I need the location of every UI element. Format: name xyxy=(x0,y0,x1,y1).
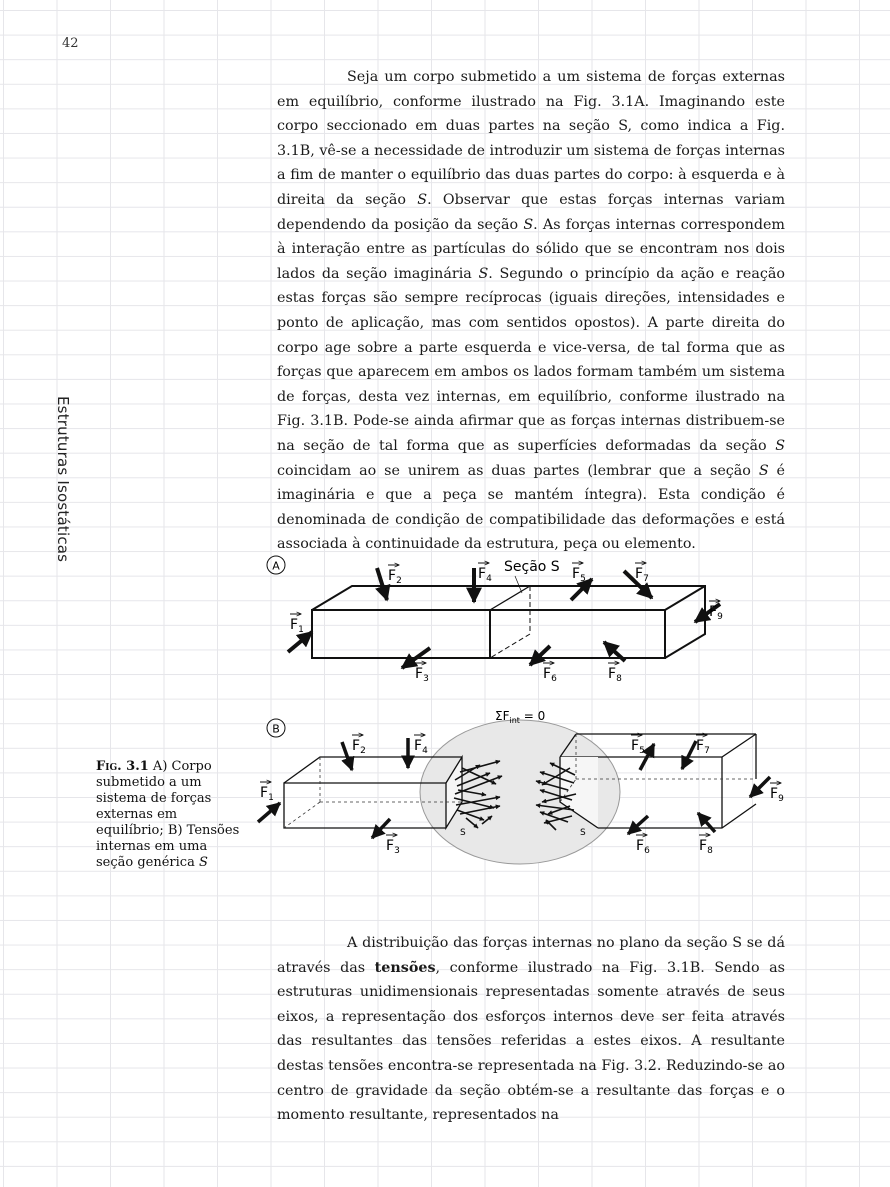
svg-text:F1: $F_1$ xyxy=(290,617,304,635)
section-s-left-label: S xyxy=(460,828,466,838)
svg-text:F6: $F_6$ xyxy=(636,838,650,856)
svg-text:F3: $F_3$ xyxy=(386,838,400,856)
svg-text:F7: $F_7$ xyxy=(635,566,649,584)
svg-text:F8: $F_8$ xyxy=(608,666,622,684)
label-f3 xyxy=(415,663,429,684)
svg-text:F1: $F_1$ xyxy=(260,785,274,803)
section-s-right-label: S xyxy=(580,828,586,838)
label-f8 xyxy=(608,663,622,684)
running-head: Estruturas Isostáticas xyxy=(54,396,72,563)
label-b-f9 xyxy=(770,783,784,804)
label-b-f8 xyxy=(699,835,713,856)
label-f5 xyxy=(572,563,586,584)
sum-forces-label: $\Sigma F_{int} = 0$ xyxy=(495,709,546,725)
forces-a xyxy=(288,568,720,668)
panel-a-label: A xyxy=(272,559,280,573)
label-b-f1 xyxy=(260,782,274,803)
section-s-hidden-edges xyxy=(490,586,530,658)
label-b-f7 xyxy=(696,735,710,756)
label-b-f2 xyxy=(352,735,366,756)
label-b-f5 xyxy=(631,735,645,756)
panel-a xyxy=(267,556,723,684)
svg-text:F8: $F_8$ xyxy=(699,838,713,856)
body-paragraph-2: A distribuição das forças internas no plano da seção S se dá através das tensões, conforme ilustrado na Fig. 3.1B. Sendo as estruturas unidimensionais representadas somente através de seus eixos, a representação dos esforços internos deve ser feita através das resultantes das tensões referidas a estes eixos. A resultante destas tensões encontra-se representada na Fig. 3.2. Reduzindo-se ao centro de gravidade da seção obtém-se a resultante das forças e o momento resultante, representados na xyxy=(277,935,785,1124)
svg-text:F2: $F_2$ xyxy=(388,568,402,586)
panel-b xyxy=(258,709,784,864)
panel-b-label: B xyxy=(272,722,280,736)
svg-text:F4: $F_4$ xyxy=(478,566,492,584)
figure-3-1 xyxy=(250,548,790,883)
figure-caption: Fig. 3.1 A) Corpo submetido a um sistema de forças externas em equilíbrio; B) Tensões internas em uma seção genérica S xyxy=(96,759,240,870)
svg-text:F7: $F_7$ xyxy=(696,738,710,756)
body-paragraph-1: Seja um corpo submetido a um sistema de forças externas em equilíbrio, conforme ilustrado na Fig. 3.1A. Imaginando este corpo seccionado em duas partes na seção S, como indica a Fig. 3.1B, vê-se a necessidade de introduzir um sistema de forças internas a fim de manter o equilíbrio das duas partes do corpo: à esquerda e à direita da seção S. Observar que estas forças internas variam dependendo da posição da seção S. As forças internas correspondem à interação entre as partículas do sólido que se encontram nos dois lados da seção imaginária S. Segundo o princípio da ação e reação estas forças são sempre recíprocas (iguais direções, intensidades e ponto de aplicação, mas com sentidos opostos). A parte direita do corpo age sobre a parte esquerda e vice-versa, de tal forma que as forças que aparecem em ambos os lados formam também um sistema de forças, desta vez internas, em equilíbrio, conforme ilustrado na Fig. 3.1B. Pode-se ainda afirmar que as forças internas distribuem-se na seção de tal forma que as superfícies deformadas da seção S coincidam ao se unirem as duas partes (lembrar que a seção S é imaginária e que a peça se mantém íntegra). Esta condição é denominada de condição de compatibilidade das deformações e está associada à continuidade da estrutura, peça ou elemento. xyxy=(277,69,786,553)
label-f9 xyxy=(709,601,723,622)
svg-text:F9: $F_9$ xyxy=(709,604,723,622)
section-s-label: Seção S xyxy=(504,559,560,575)
svg-text:F5: $F_5$ xyxy=(631,738,645,756)
page-number: 42 xyxy=(62,36,79,51)
svg-text:F3: $F_3$ xyxy=(415,666,429,684)
svg-text:F6: $F_6$ xyxy=(543,666,557,684)
label-f6 xyxy=(543,663,557,684)
label-f2 xyxy=(388,565,402,586)
svg-text:F2: $F_2$ xyxy=(352,738,366,756)
label-f1 xyxy=(290,614,304,635)
label-f4 xyxy=(478,563,492,584)
label-b-f3 xyxy=(386,835,400,856)
label-f7 xyxy=(635,563,649,584)
force-labels-a xyxy=(290,563,723,684)
svg-text:F9: $F_9$ xyxy=(770,786,784,804)
label-b-f6 xyxy=(636,835,650,856)
svg-text:F4: $F_4$ xyxy=(414,738,428,756)
svg-text:F5: $F_5$ xyxy=(572,566,586,584)
label-b-f4 xyxy=(414,735,428,756)
